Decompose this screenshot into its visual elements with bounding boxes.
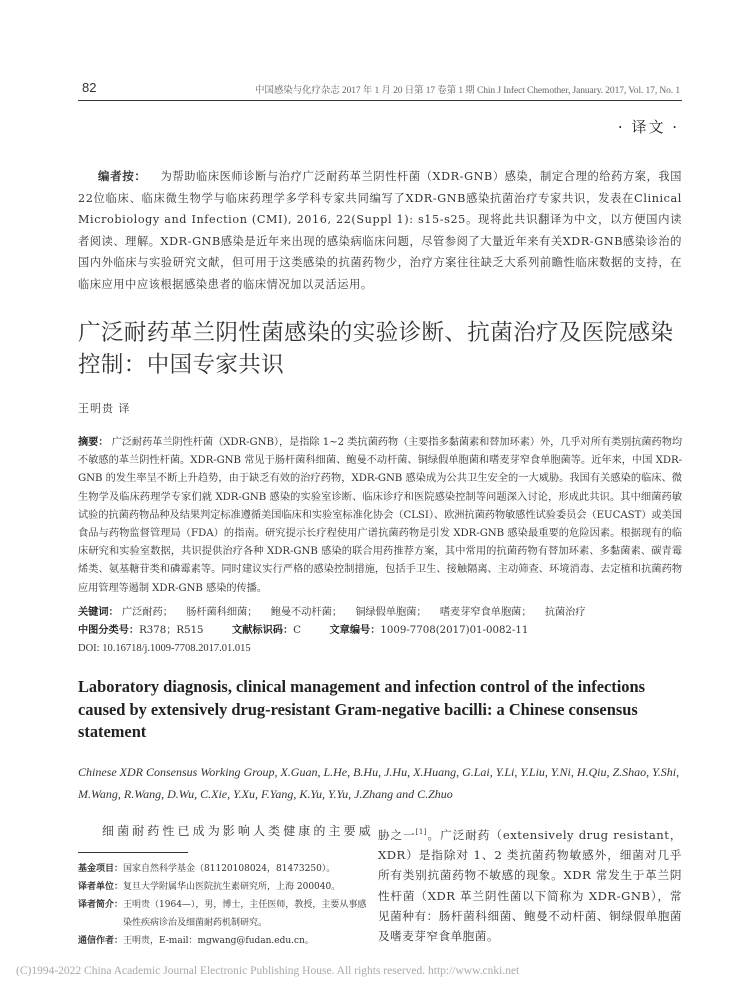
editor-note [78, 166, 682, 295]
keyword: 嗜麦芽窄食单胞菌； [439, 607, 532, 618]
keyword: 肠杆菌科细菌； [186, 607, 258, 618]
editor-note-text: 为帮助临床医师诊断与治疗广泛耐药革兰阴性杆菌（XDR-GNB）感染，制定合理的给药方案，我国22位临床、临床微生物学与临床药理学多学科专家共同编写了XDR-GNB感染抗菌治疗专家共识，发表在Clinical Microbiology and Infection (CMI), 2016, 22(Suppl 1): s15-s25。现将此共识翻译为中文，以方便国内读者阅读、理解。XDR-GNB感染是近年来出现的感染病临床问题，尽管参阅了大量近年来有关XDR-GNB感染诊治的国内外临床与实验研究文献，但可用于这类感染的抗菌药物少，治疗方案往往缺乏大系列前瞻性临床数据的支持，在临床应用中应该根据感染患者的临床情况加以灵活运用。 [78, 170, 683, 291]
doc-code-value: C [293, 625, 301, 636]
footnote-correspondence [78, 932, 368, 950]
english-authors: Chinese XDR Consensus Working Group, X.Guan, L.He, B.Hu, J.Hu, X.Huang, G.Lai, Y.Li, Y.Liu, Y.Ni, H.Qiu, Z.Shao, Y.Shi, M.Wang, R.Wang, D.Wu, C.Xie, Y.Xu, F.Yang, K.Yu, Y.Yu, J.Zhang and C.Zhuo [78, 765, 680, 801]
footnote-text: 王明贵，E-mail：mgwang@fudan.edu.cn。 [123, 936, 314, 946]
editor-note-label: 编者按： [98, 169, 147, 183]
keyword: 铜绿假单胞菌； [355, 607, 427, 618]
classification [78, 622, 528, 640]
footnote-text: 国家自然科学基金（81120108024，81473250）。 [123, 864, 336, 874]
body-right-column [378, 822, 682, 947]
abstract-label: 摘要： [78, 437, 109, 448]
abstract-text: 广泛耐药革兰阴性杆菌（XDR-GNB），是指除 1~2 类抗菌药物（主要指多黏菌素和替加环素）外，几乎对所有类别抗菌药物均不敏感的革兰阴性杆菌。XDR-GNB 常见于肠杆菌科细菌、鲍曼不动杆菌、铜绿假单胞菌和嗜麦芽窄食单胞菌等。近年来，中国 XDR-GNB 的发生率呈不断上升趋势，由于缺乏有效的治疗药物，XDR-GNB 感染成为公共卫生安全的一大威胁。我国有关感染的临床、微生物学及临床药理学专家们就 XDR-GNB 感染的实验室诊断、临床诊疗和医院感染控制等问题深入讨论，形成此共识。其中细菌药敏试验的抗菌药物品种及结果判定标准遵循美国临床和实验室标准化协会（CLSI）、欧洲抗菌药物敏感性试验委员会（EUCAST）或美国食品与药物监督管理局（FDA）的指南。研究提示长疗程使用广谱抗菌药物是引发 XDR-GNB 感染最重要的危险因素。根据现有的临床研究和实验室数据，共识提供治疗各种 XDR-GNB 感染的联合用药推荐方案，其中常用的抗菌药物有替加环素、多黏菌素、碳青霉烯类、氨基糖苷类和磷霉素等。同时建议实行严格的感染控制措施，包括手卫生、接触隔离、主动筛查、环境消毒、去定植和抗菌药物应用管理等遏制 XDR-GNB 感染的传播。 [78, 437, 682, 594]
footnote-text: 复旦大学附属华山医院抗生素研究所，上海 200040。 [123, 882, 341, 892]
abstract [78, 434, 682, 598]
footnote-label: 基金项目： [78, 864, 124, 874]
running-header [78, 78, 682, 101]
keyword: 鲍曼不动杆菌； [270, 607, 343, 618]
body-left-column: 细菌耐药性已成为影响人类健康的主要威 [102, 824, 374, 838]
body-text: 。广泛耐药（extensively drug resistant，XDR）是指除对 1、2 类抗菌药物敏感外，细菌对几乎所有类别抗菌药物不敏感的现象。XDR 常发生于革兰阴性杆菌（XDR 革兰阴性菌以下简称为 XDR-GNB），常见菌种有：肠杆菌科细菌、鲍曼不动杆菌、铜绿假单胞菌及嗜麦芽窄食单胞菌。 [378, 827, 682, 944]
page-title: 广泛耐药革兰阴性菌感染的实验诊断、抗菌治疗及医院感染控制：中国专家共识 [78, 320, 674, 378]
footnote-divider [78, 852, 188, 853]
footnote-affiliation [78, 878, 368, 896]
footnotes [78, 860, 368, 950]
section-tag: · 译文 · [617, 118, 679, 136]
doc-code-label: 文献标识码： [232, 625, 294, 636]
copyright-notice: (C)1994-2022 China Academic Journal Electronic Publishing House. All rights reserved. http://www.cnki.net [16, 965, 520, 977]
journal-citation: 中国感染与化疗杂志 2017 年 1 月 20 日第 17 卷第 1 期 Chin J Infect Chemother, January. 2017, Vol. 17, No. 1 [255, 86, 680, 96]
keywords-label: 关键词： [78, 607, 119, 618]
citation-ref[interactable]: [1] [415, 828, 428, 836]
clc-value: R378；R515 [139, 625, 204, 636]
footnote-label: 通信作者： [78, 936, 124, 946]
footnote-text: 王明贵（1964—），男，博士，主任医师，教授，主要从事感染性疾病诊治及细菌耐药机制研究。 [123, 900, 367, 928]
keyword: 抗菌治疗 [544, 607, 586, 618]
doi[interactable]: DOI: 10.16718/j.1009-7708.2017.01.015 [78, 643, 251, 654]
footnote-funding [78, 860, 368, 878]
translator: 王明贵 译 [78, 402, 131, 415]
article-no-value: 1009-7708(2017)01-0082-11 [380, 625, 529, 636]
body-text: 胁之一 [378, 827, 416, 842]
footnote-bio [78, 896, 368, 932]
english-title: Laboratory diagnosis, clinical management and infection control of the infections caused by extensively drug-resistant Gram-negative bacilli: a Chinese consensus statement [78, 677, 645, 741]
footnote-label: 译者简介： [78, 900, 124, 910]
keywords [78, 604, 682, 622]
page-number: 82 [82, 80, 97, 95]
footnote-label: 译者单位： [78, 882, 124, 892]
clc-label: 中图分类号： [78, 625, 140, 636]
keyword: 广泛耐药； [122, 607, 173, 618]
article-no-label: 文章编号： [329, 625, 381, 636]
